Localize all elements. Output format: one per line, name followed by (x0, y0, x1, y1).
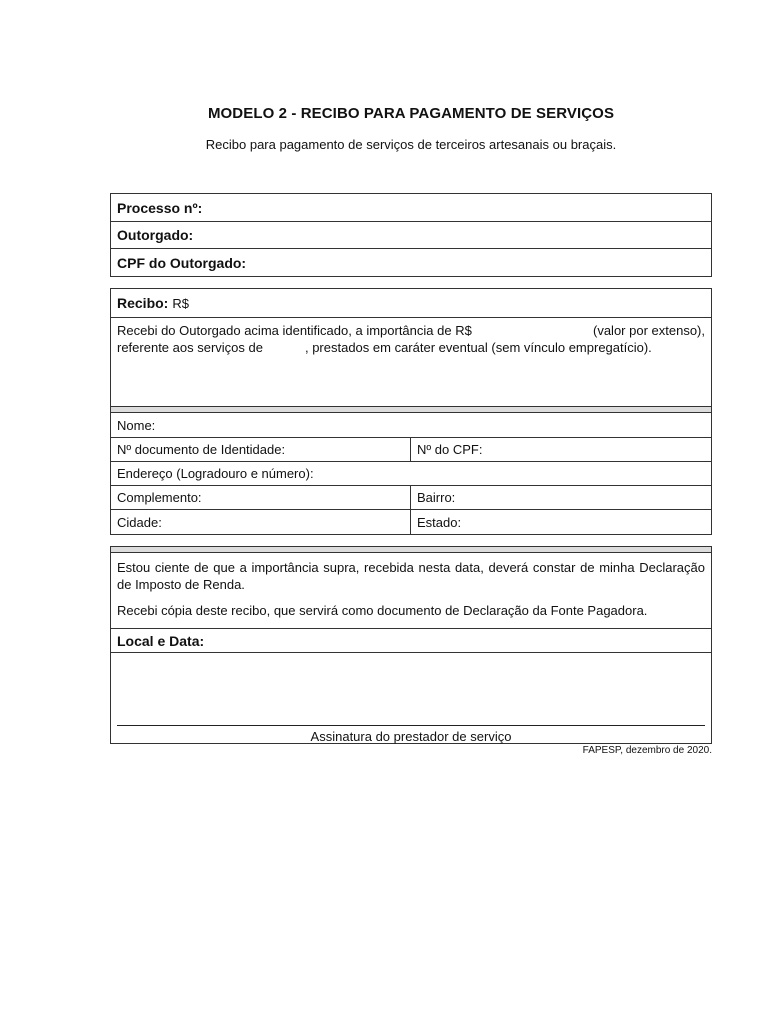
statement-part2: (valor por extenso), (593, 323, 705, 338)
bairro-cell[interactable] (411, 486, 455, 509)
documento-row (111, 438, 711, 462)
recibo-row[interactable] (111, 289, 711, 318)
declaration-text-1: Estou ciente de que a importância supra, recebida nesta data, deverá constar de minha Declaração de Imposto de Renda. (117, 560, 705, 592)
outorgado-label: Outorgado: (117, 227, 194, 243)
outorgado-row[interactable] (111, 222, 711, 249)
cpf-outorgado-label: CPF do Outorgado: (117, 254, 247, 271)
signature-area[interactable] (111, 653, 711, 744)
cpf-outorgado-row[interactable] (111, 249, 711, 276)
complemento-label: Complemento: (117, 490, 202, 505)
declaration-text-block (111, 553, 711, 629)
local-data-label: Local e Data: (117, 632, 205, 649)
complemento-row (111, 486, 711, 510)
cidade-label: Cidade: (117, 514, 162, 530)
estado-cell[interactable] (411, 510, 461, 534)
receipt-box (110, 288, 712, 535)
processo-row[interactable] (111, 194, 711, 222)
local-data-row[interactable] (111, 629, 711, 653)
recibo-currency: R$ (172, 295, 189, 311)
statement-part3: referente aos serviços de (117, 340, 263, 355)
nome-label: Nome: (117, 417, 156, 433)
bairro-label: Bairro: (417, 490, 456, 505)
endereco-label: Endereço (Logradouro e número): (117, 466, 314, 481)
cpf-cell[interactable] (411, 438, 482, 461)
recibo-label: Recibo: (117, 295, 169, 311)
nome-row[interactable] (111, 413, 711, 438)
processo-label: Processo nº: (117, 199, 203, 216)
documento-cell[interactable] (111, 438, 411, 461)
declaration-text-2: Recebi cópia deste recibo, que servirá como documento de Declaração da Fonte Pagadora. (117, 603, 648, 618)
signature-line (117, 725, 705, 726)
statement-part4: , prestados em caráter eventual (sem vínculo empregatício). (304, 340, 652, 355)
signature-label: Assinatura do prestador de serviço (310, 729, 512, 744)
cpf-label: Nº do CPF: (417, 442, 483, 457)
documento-label: Nº documento de Identidade: (117, 442, 286, 457)
statement-part1: Recebi do Outorgado acima identificado, a importância de R$ (117, 323, 472, 338)
statement-block (111, 318, 711, 407)
page-title: MODELO 2 - RECIBO PARA PAGAMENTO DE SERVIÇOS (207, 105, 615, 122)
page-subtitle: Recibo para pagamento de serviços de terceiros artesanais ou braçais. (205, 137, 617, 152)
complemento-cell[interactable] (111, 486, 411, 509)
declaration-box (110, 546, 712, 744)
footer-note: FAPESP, dezembro de 2020. (582, 745, 712, 756)
process-box (110, 193, 712, 277)
endereco-row[interactable] (111, 462, 711, 486)
cidade-row (111, 510, 711, 534)
cidade-cell[interactable] (111, 510, 411, 534)
estado-label: Estado: (417, 514, 462, 530)
